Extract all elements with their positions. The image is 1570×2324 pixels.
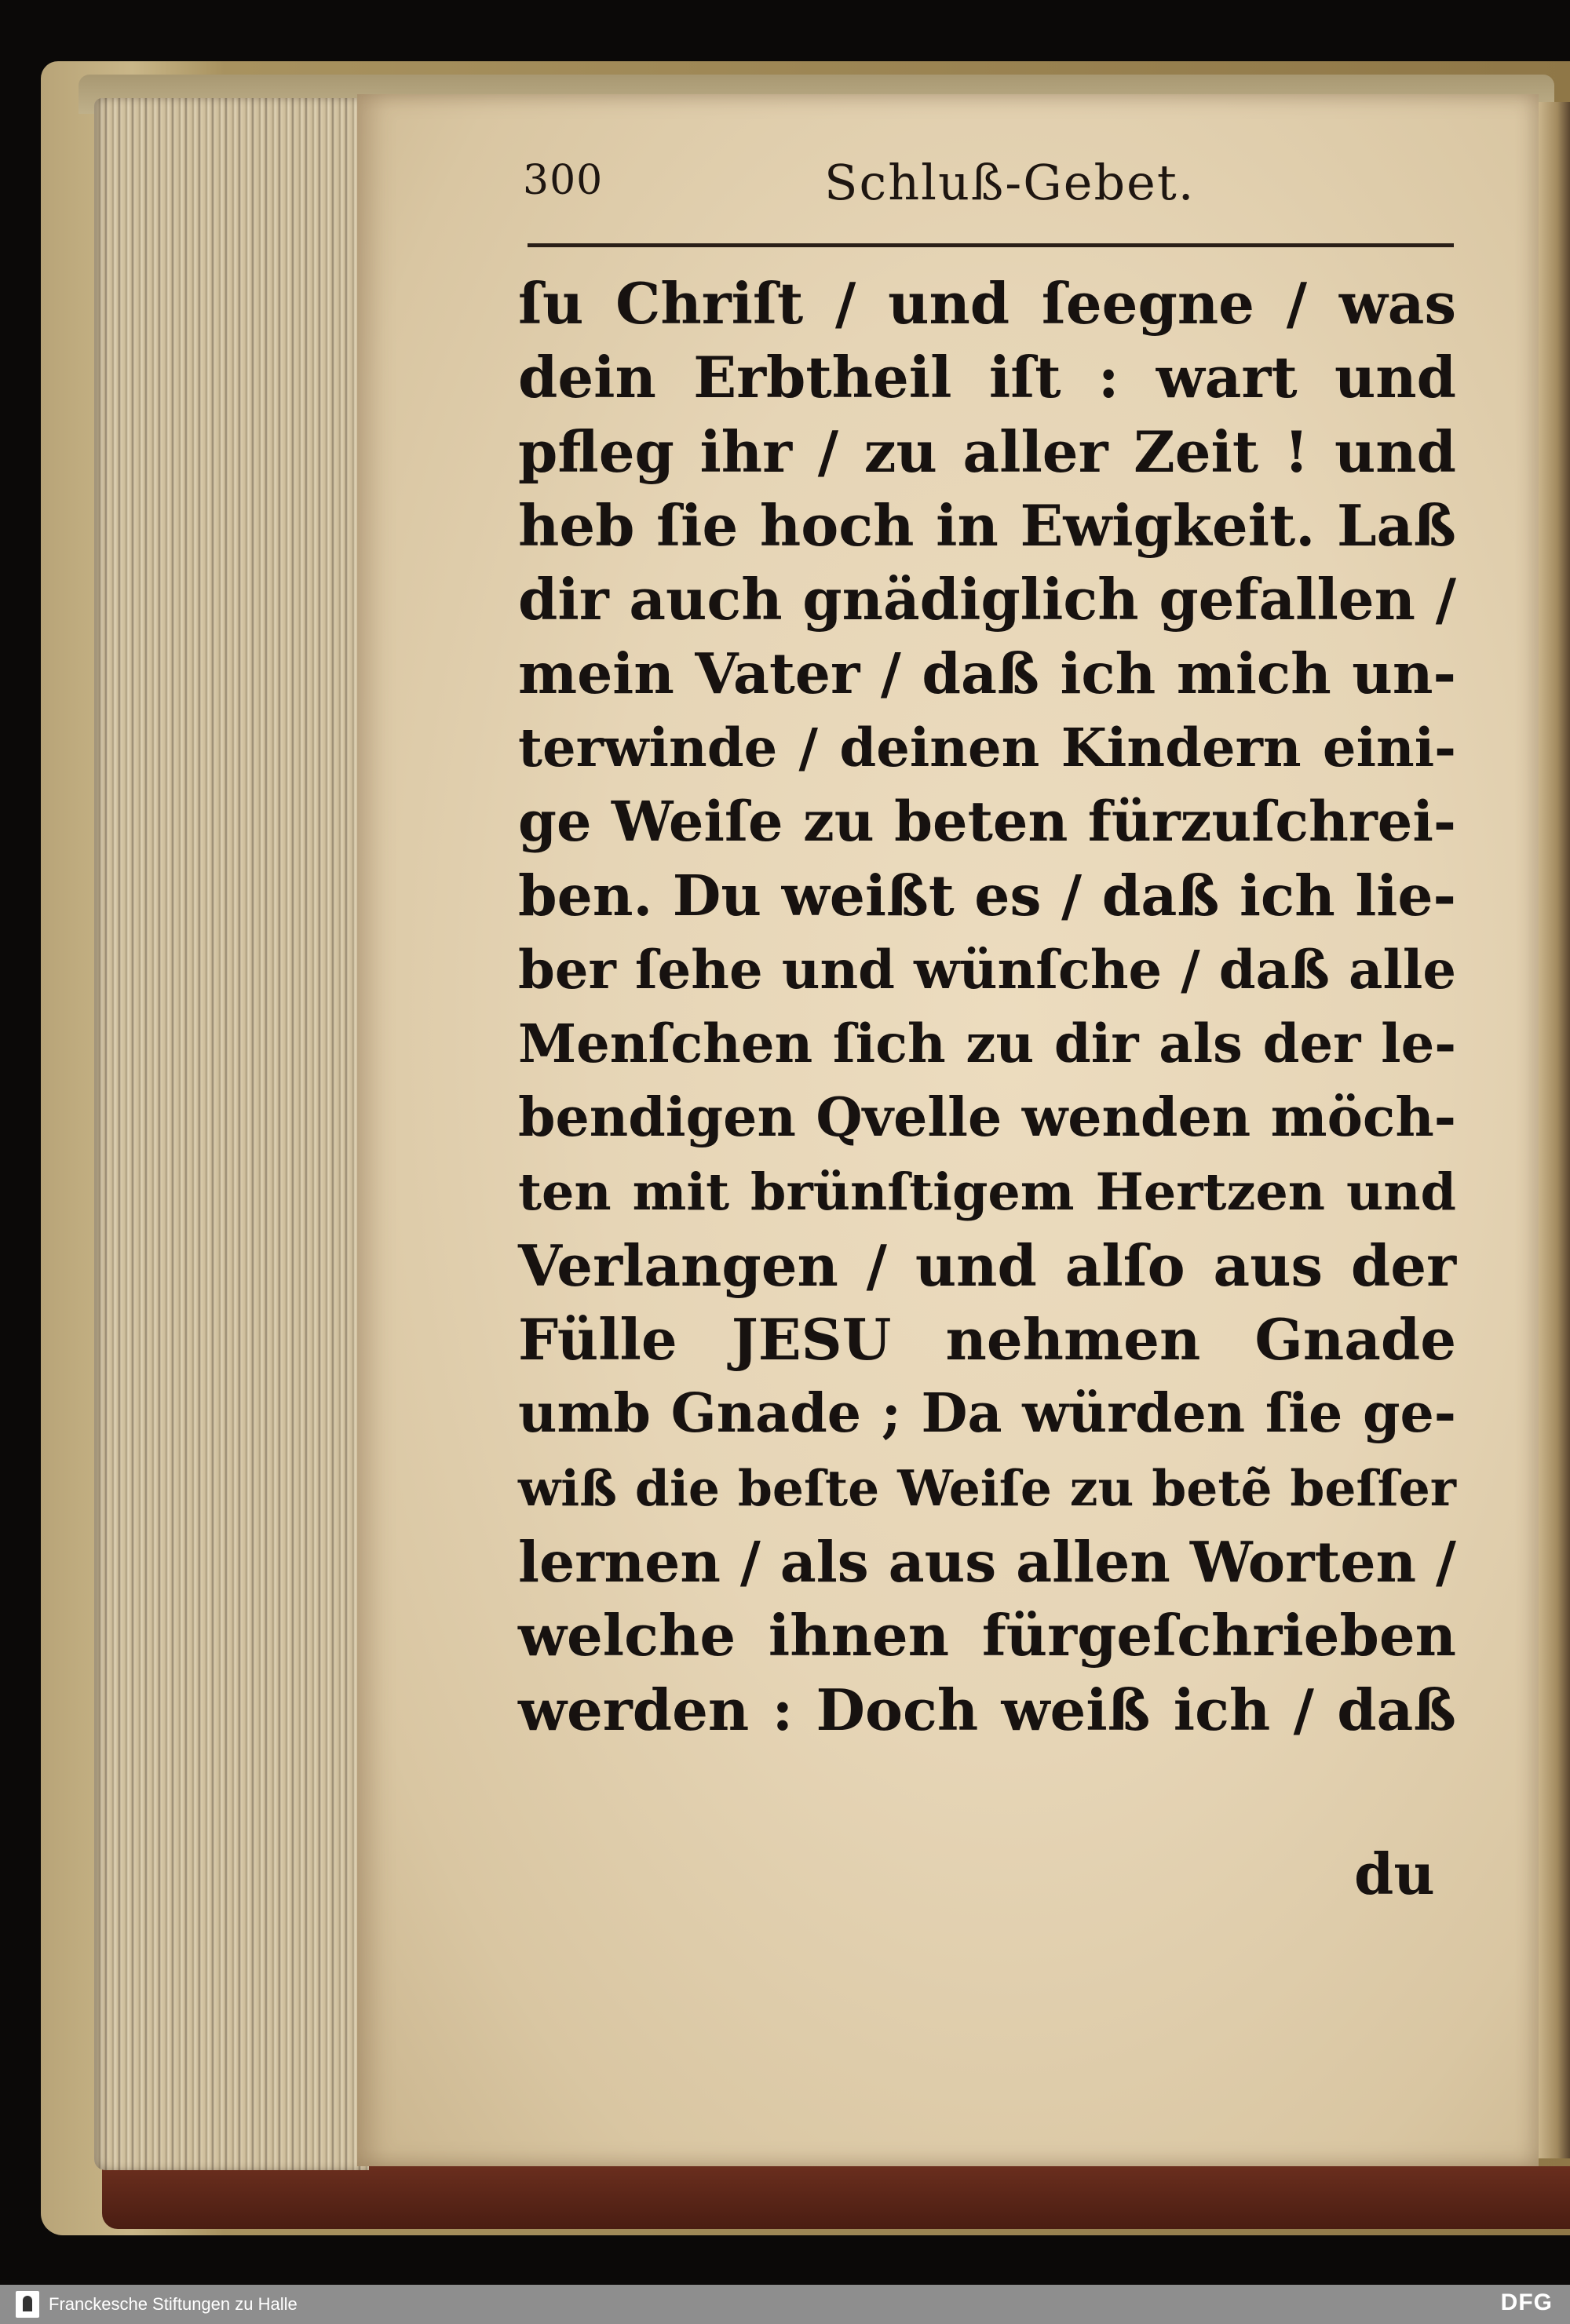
footer-bar <box>0 2285 1570 2324</box>
text-line: Menſchen ſich zu dir als der le- <box>518 1012 1456 1074</box>
text-line: pfleg ihr / zu aller Zeit ! und <box>518 418 1456 485</box>
book-cover-bottom-edge <box>102 2166 1570 2229</box>
running-head: Schluß-Gebet. <box>824 154 1196 211</box>
text-line: ge Weiſe zu beten fürzuſchrei- <box>518 789 1456 855</box>
text-line: werden : Doch weiß ich / daß <box>518 1676 1456 1743</box>
header-rule <box>528 243 1454 247</box>
catchword: du <box>1354 1841 1435 1907</box>
text-line: wiß die beſte Weiſe zu betẽ beſſer <box>518 1458 1456 1517</box>
text-line: bendigen Qvelle wenden möch- <box>518 1086 1456 1150</box>
text-line: dir auch gnädiglich gefallen / <box>518 566 1456 633</box>
facing-page-edge <box>1537 102 1570 2158</box>
text-line: Fülle JESU nehmen Gnade <box>518 1306 1456 1374</box>
text-line: ben. Du weißt es / daß ich lie- <box>518 863 1456 929</box>
footer-brand-logo: DFG <box>1500 2289 1553 2315</box>
text-line: mein Vater / daß ich mich un- <box>518 640 1456 707</box>
page-stack-edges <box>94 98 369 2170</box>
page-number: 300 <box>523 157 604 204</box>
text-line: umb Gnade ; Da würden ſie ge- <box>518 1382 1456 1446</box>
text-line: ber ſehe und wünſche / daß alle <box>518 938 1456 1001</box>
text-line: dein Erbtheil iſt : wart und <box>518 344 1456 411</box>
text-line: ten mit brünſtigem Hertzen und <box>518 1162 1456 1222</box>
text-line: welche ihnen fürgeſchrieben <box>518 1602 1456 1669</box>
franckesche-stiftungen-logo-icon <box>16 2291 39 2318</box>
body-text <box>518 267 1456 1747</box>
text-line: terwinde / deinen Kindern eini- <box>518 716 1456 779</box>
footer-institution: Franckesche Stiftungen zu Halle <box>49 2294 298 2314</box>
text-line: heb ſie hoch in Ewigkeit. Laß <box>518 491 1456 559</box>
text-line: lernen / als aus allen Worten / <box>518 1529 1456 1596</box>
text-line: Verlangen / und alſo aus der <box>518 1231 1456 1299</box>
text-line: ſu Chriſt / und ſeegne / was <box>518 270 1456 337</box>
